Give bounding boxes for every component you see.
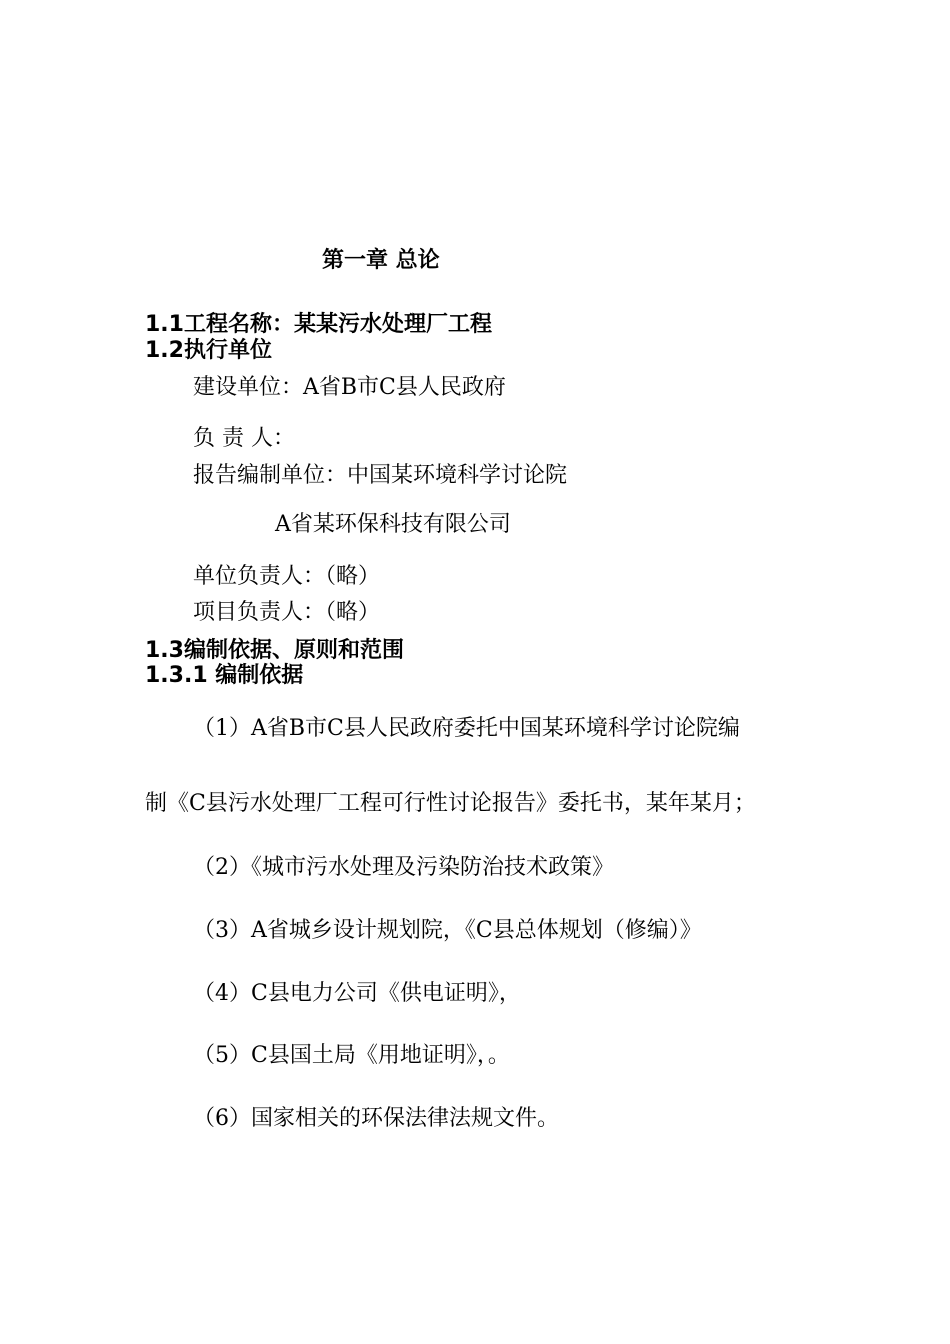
- project-leader: 项目负责人：（略）: [193, 600, 381, 625]
- report-unit: 报告编制单位：中国某环境科学讨论院: [193, 463, 568, 488]
- chapter-title: 第一章 总论: [322, 248, 440, 273]
- basis-item-1-line-2: 制《C县污水处理厂工程可行性讨论报告》委托书，某年某月；: [145, 791, 756, 816]
- unit-leader: 单位负责人：（略）: [193, 564, 381, 589]
- construction-unit: 建设单位：A省B市C县人民政府: [193, 375, 506, 400]
- person-in-charge: 负 责 人：: [193, 426, 295, 451]
- basis-item-4: （4）C县电力公司《供电证明》，: [193, 981, 521, 1006]
- section-heading-1-3: 1.3编制依据、原则和范围: [145, 638, 404, 663]
- section-heading-1-2: 1.2执行单位: [145, 338, 272, 363]
- section-heading-1-1: 1.1工程名称：某某污水处理厂工程: [145, 312, 492, 337]
- basis-item-6: （6）国家相关的环保法律法规文件。: [193, 1106, 559, 1131]
- report-unit-2: A省某环保科技有限公司: [275, 512, 511, 537]
- basis-item-2: （2）《城市污水处理及污染防治技术政策》: [193, 855, 614, 880]
- basis-item-5: （5）C县国土局《用地证明》，。: [193, 1043, 510, 1068]
- section-heading-1-3-1: 1.3.1 编制依据: [145, 663, 304, 688]
- basis-item-1-line-1: （1）A省B市C县人民政府委托中国某环境科学讨论院编: [193, 716, 740, 741]
- basis-item-3: （3）A省城乡设计规划院，《C县总体规划（修编）》: [193, 918, 702, 943]
